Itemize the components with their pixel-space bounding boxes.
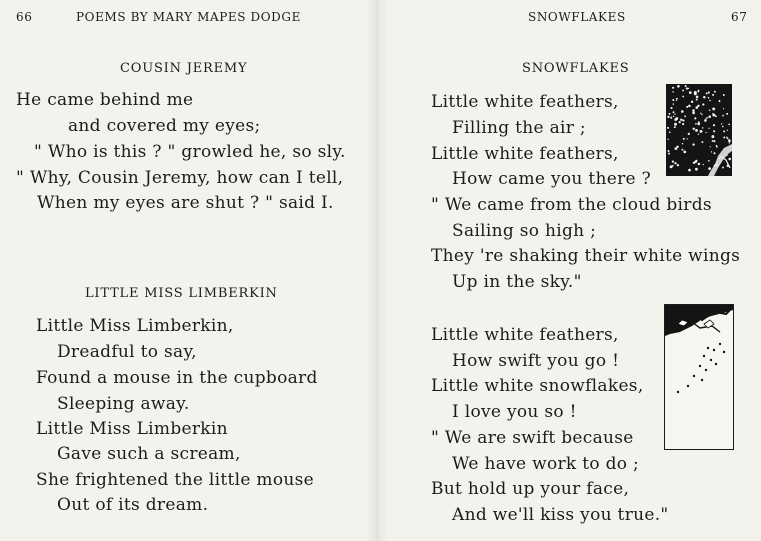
left-page-number: 66 <box>16 10 33 24</box>
right-page-number: 67 <box>731 10 748 24</box>
poem-line: When my eyes are shut ? " said I. <box>37 193 334 213</box>
poem-line: " Who is this ? " growled he, so sly. <box>34 142 346 162</box>
poem-line: Little white snowflakes, <box>431 376 644 396</box>
poem-line: He came behind me <box>16 90 194 110</box>
right-running-head: SNOWFLAKES <box>528 10 626 24</box>
poem-title-snowflakes: SNOWFLAKES <box>522 61 630 76</box>
left-page <box>0 0 376 541</box>
poem-line: Little white feathers, <box>431 92 619 112</box>
poem-line: They 're shaking their white wings <box>431 246 741 266</box>
poem-line: " Why, Cousin Jeremy, how can I tell, <box>16 168 344 188</box>
poem-line: Out of its dream. <box>57 495 209 515</box>
right-page <box>376 0 761 541</box>
poem-line: How came you there ? <box>452 169 651 189</box>
poem-line: Up in the sky." <box>452 272 582 292</box>
poem-line: Filling the air ; <box>452 118 586 138</box>
left-running-head: POEMS BY MARY MAPES DODGE <box>76 10 301 24</box>
poem-line: Sleeping away. <box>57 394 190 414</box>
snowy-branch-illustration <box>664 304 734 450</box>
poem-line: Little Miss Limberkin <box>36 419 228 439</box>
poem-line: But hold up your face, <box>431 479 630 499</box>
poem-line: " We are swift because <box>431 428 634 448</box>
poem-title-cousin-jeremy: COUSIN JEREMY <box>120 61 248 76</box>
poem-line: How swift you go ! <box>452 351 620 371</box>
poem-line: Dreadful to say, <box>57 342 197 362</box>
poem-line: We have work to do ; <box>452 454 640 474</box>
poem-line: Little white feathers, <box>431 144 619 164</box>
night-snowfall-illustration <box>666 84 732 176</box>
poem-line: Little white feathers, <box>431 325 619 345</box>
poem-line: " We came from the cloud birds <box>431 195 712 215</box>
poem-line: And we'll kiss you true." <box>452 505 669 525</box>
poem-title-little-miss-limberkin: LITTLE MISS LIMBERKIN <box>85 286 278 301</box>
poem-line: and covered my eyes; <box>68 116 261 136</box>
poem-line: I love you so ! <box>452 402 577 422</box>
poem-line: Gave such a scream, <box>57 444 241 464</box>
poem-line: Sailing so high ; <box>452 221 597 241</box>
poem-line: Found a mouse in the cupboard <box>36 368 318 388</box>
poem-line: She frightened the little mouse <box>36 470 315 490</box>
poem-line: Little Miss Limberkin, <box>36 316 234 336</box>
